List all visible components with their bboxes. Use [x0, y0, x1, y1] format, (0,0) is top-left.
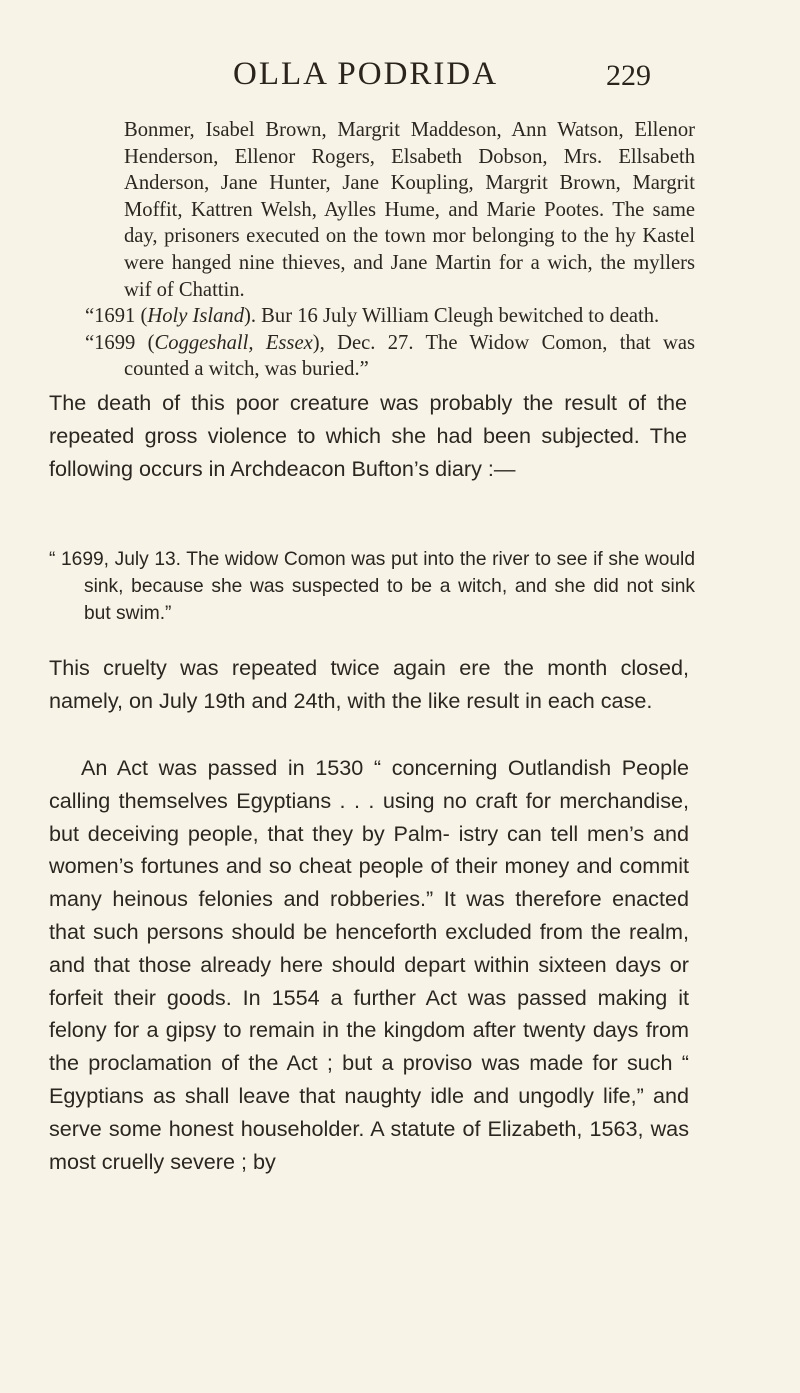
entry-place: Coggeshall, Essex [154, 331, 313, 354]
paragraph-act-of-1530 [49, 752, 689, 1178]
page-header [0, 56, 800, 106]
entry-date: “1699 ( [85, 331, 155, 354]
entry-place: Holy Island [147, 305, 245, 328]
quoted-records-block [85, 117, 695, 383]
page-number: 229 [606, 59, 651, 92]
quoted-record-1699 [85, 330, 695, 383]
quoted-record-continuation: Bonmer, Isabel Brown, Margrit Maddeson, Ann Watson, Ellenor Henderson, Ellenor Rogers, Elsabeth Dobson, Mrs. Ellsabeth Anderson, Jane Hunter, Jane Koupling, Margrit Brown, Margrit Moffit, Kattren Welsh, Aylles Hume, and Marie Pootes. The same day, prisoners executed on the town mor belonging to the hy Kastel were hanged nine thieves, and Jane Martin for a wich, the myllers wif of Chattin. [124, 119, 695, 301]
quoted-record-1691 [85, 303, 695, 330]
running-title: OLLA PODRIDA [233, 56, 499, 92]
entry-text: ), Dec. 27. The Widow Comon, that was counted a witch, was buried.” [124, 331, 695, 381]
entry-date: “1691 ( [85, 305, 148, 328]
paragraph-cruelty-repeated: This cruelty was repeated twice again ere the month closed, namely, on July 19th and 24th, with the like result in each case. [49, 655, 689, 713]
paragraph-death-of-widow: The death of this poor creature was probably the result of the repeated gross violence to which she had been subjected. The following occurs in Archdeacon Bufton’s diary :— [49, 390, 687, 481]
entry-text: ). Bur 16 July William Cleugh bewitched to death. [244, 305, 660, 328]
diary-quote: “ 1699, July 13. The widow Comon was put into the river to see if she would sink, because she was suspected to be a witch, and she did not sink but swim.” [49, 549, 695, 624]
paragraph-act-text: An Act was passed in 1530 “ concerning Outlandish People calling themselves Egyptians . . . using no craft for merchandise, but deceiving people, that they by Palm- istry can tell men’s and women’s fortunes and so cheat people of their money and commit many heinous felonies and robberies.” It was therefore enacted that such persons should be henceforth excluded from the realm, and that those already here should depart within sixteen days or forfeit their goods. In 1554 a further Act was passed making it felony for a gipsy to remain in the kingdom after twenty days from the proclamation of the Act ; but a proviso was made for such “ Egyptians as shall leave that naughty idle and ungodly life,” and serve some honest householder. A statute of Elizabeth, 1563, was most cruelly severe ; by [49, 755, 689, 1174]
